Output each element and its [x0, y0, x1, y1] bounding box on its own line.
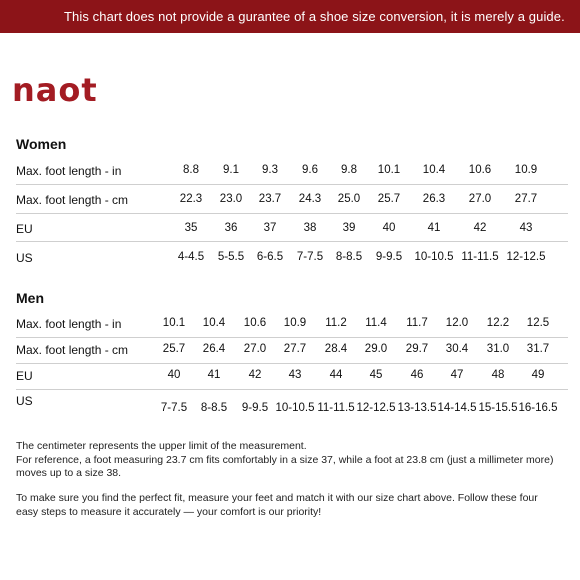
women-size-cell: 25.0 [337, 193, 361, 205]
men-size-cell: 10.1 [162, 317, 186, 329]
women-size-cell: 27.0 [468, 193, 492, 205]
men-size-cell: 41 [207, 369, 221, 381]
women-row-label: US [16, 251, 33, 265]
table-divider [16, 241, 568, 242]
women-size-cell: 23.7 [258, 193, 282, 205]
women-size-cell: 40 [382, 222, 396, 234]
men-size-cell: 29.0 [364, 343, 388, 355]
men-size-cell: 11.4 [365, 317, 387, 329]
men-size-cell: 12.0 [445, 317, 469, 329]
naot-logo: naot [12, 71, 98, 109]
disclaimer-banner [0, 0, 580, 33]
men-size-cell: 31.0 [486, 343, 510, 355]
women-size-cell: 8.8 [183, 164, 199, 176]
women-size-cell: 10.6 [468, 164, 492, 176]
women-size-cell: 11-11.5 [461, 251, 499, 263]
men-section-title: Men [16, 290, 44, 306]
men-size-cell: 10.4 [202, 317, 226, 329]
women-size-cell: 9.1 [223, 164, 239, 176]
men-size-cell: 43 [288, 369, 302, 381]
men-size-cell: 12-12.5 [356, 402, 396, 414]
men-size-cell: 10.6 [243, 317, 267, 329]
women-size-cell: 10.4 [422, 164, 446, 176]
women-size-cell: 12-12.5 [506, 251, 546, 263]
men-row-label: EU [16, 369, 33, 383]
note-fit-instructions: To make sure you find the perfect fit, measure your feet and match it with our size chart above. Follow these four easy steps to measure it accurately — your comfort is our priority! [16, 492, 538, 518]
men-size-cell: 40 [167, 369, 181, 381]
women-size-cell: 10-10.5 [414, 251, 454, 263]
men-size-cell: 12.2 [486, 317, 510, 329]
women-size-cell: 25.7 [377, 193, 401, 205]
women-size-cell: 42 [473, 222, 487, 234]
women-size-cell: 8-8.5 [335, 251, 363, 263]
men-size-cell: 48 [491, 369, 505, 381]
table-divider [16, 184, 568, 185]
women-size-cell: 4-4.5 [177, 251, 205, 263]
men-size-cell: 10.9 [283, 317, 307, 329]
disclaimer-text: This chart does not provide a gurantee of a shoe size conversion, it is merely a guide. [64, 9, 565, 24]
women-size-cell: 37 [263, 222, 277, 234]
women-size-cell: 23.0 [219, 193, 243, 205]
women-size-cell: 36 [224, 222, 238, 234]
women-size-cell: 38 [303, 222, 317, 234]
women-size-cell: 22.3 [179, 193, 203, 205]
men-size-cell: 26.4 [202, 343, 226, 355]
men-row-label: US [16, 394, 33, 408]
men-size-cell: 44 [329, 369, 343, 381]
women-size-cell: 9.3 [262, 164, 278, 176]
men-size-cell: 42 [248, 369, 262, 381]
women-size-cell: 24.3 [298, 193, 322, 205]
women-row-label: Max. foot length - cm [16, 193, 129, 207]
women-section-title: Women [16, 136, 67, 152]
men-size-cell: 27.7 [283, 343, 307, 355]
table-divider [16, 213, 568, 214]
men-size-cell: 11-11.5 [317, 402, 355, 414]
men-row-label: Max. foot length - cm [16, 343, 129, 357]
men-row-label: Max. foot length - in [16, 317, 122, 331]
women-size-cell: 5-5.5 [217, 251, 245, 263]
men-size-cell: 16-16.5 [518, 402, 558, 414]
men-size-cell: 28.4 [324, 343, 348, 355]
men-size-cell: 30.4 [445, 343, 469, 355]
men-size-cell: 27.0 [243, 343, 267, 355]
women-size-cell: 9.6 [302, 164, 318, 176]
men-size-cell: 49 [531, 369, 545, 381]
men-size-cell: 31.7 [526, 343, 550, 355]
men-size-cell: 25.7 [162, 343, 186, 355]
men-size-cell: 11.2 [325, 317, 347, 329]
women-size-cell: 26.3 [422, 193, 446, 205]
women-size-cell: 6-6.5 [256, 251, 284, 263]
men-size-cell: 11.7 [406, 317, 428, 329]
men-size-cell: 15-15.5 [478, 402, 518, 414]
men-size-cell: 8-8.5 [200, 402, 228, 414]
men-size-cell: 7-7.5 [160, 402, 188, 414]
men-size-cell: 10-10.5 [275, 402, 315, 414]
women-size-cell: 10.9 [514, 164, 538, 176]
women-size-cell: 41 [427, 222, 441, 234]
men-size-cell: 14-14.5 [437, 402, 477, 414]
note-upper-limit: The centimeter represents the upper limit of the measurement. [16, 440, 307, 452]
table-divider [16, 363, 568, 364]
women-size-cell: 9.8 [341, 164, 357, 176]
table-divider [16, 337, 568, 338]
men-size-cell: 46 [410, 369, 424, 381]
women-size-cell: 35 [184, 222, 198, 234]
note-centimeter [16, 440, 556, 481]
men-size-cell: 47 [450, 369, 464, 381]
women-size-cell: 43 [519, 222, 533, 234]
women-row-label: Max. foot length - in [16, 164, 122, 178]
women-size-cell: 10.1 [377, 164, 401, 176]
table-divider [16, 389, 568, 390]
women-size-cell: 7-7.5 [296, 251, 324, 263]
women-size-cell: 27.7 [514, 193, 538, 205]
men-size-cell: 12.5 [526, 317, 550, 329]
men-size-cell: 45 [369, 369, 383, 381]
men-size-cell: 9-9.5 [241, 402, 269, 414]
women-size-cell: 9-9.5 [375, 251, 403, 263]
men-size-cell: 29.7 [405, 343, 429, 355]
women-row-label: EU [16, 222, 33, 236]
men-size-cell: 13-13.5 [397, 402, 437, 414]
note-reference: For reference, a foot measuring 23.7 cm fits comfortably in a size 37, while a foot at 23.8 cm (just a millimeter more) moves up to a size 38. [16, 453, 554, 479]
women-size-cell: 39 [342, 222, 356, 234]
